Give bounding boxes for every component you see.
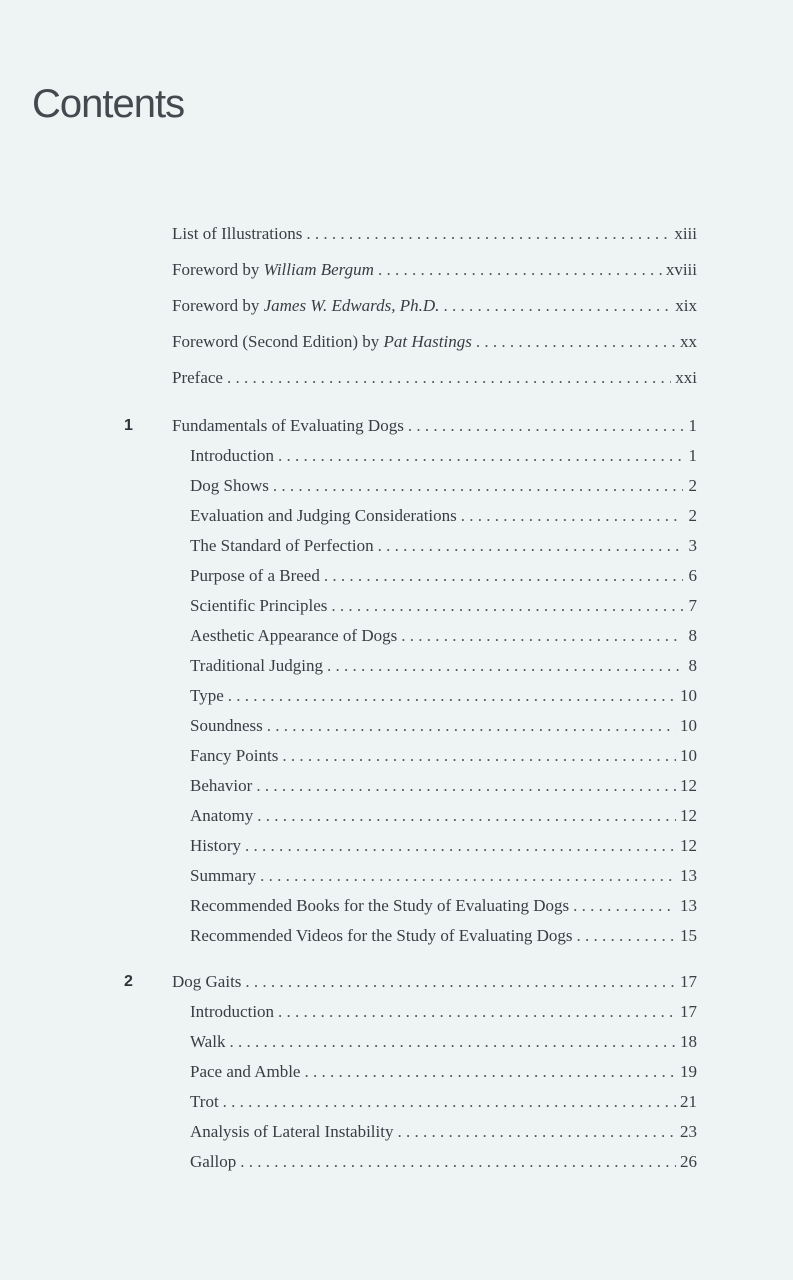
chapter-heading[interactable] bbox=[0, 967, 793, 997]
entry-title: Foreword by William Bergum bbox=[172, 260, 374, 279]
toc-entry-list-of-illustrations[interactable] bbox=[0, 219, 793, 255]
dot-leader bbox=[324, 561, 683, 591]
section-title: Type bbox=[190, 686, 224, 705]
section-entry[interactable] bbox=[0, 1057, 793, 1087]
dot-leader bbox=[256, 771, 676, 801]
page-number: xxi bbox=[675, 368, 697, 387]
section-entry[interactable] bbox=[0, 501, 793, 531]
dot-leader bbox=[273, 471, 683, 501]
page-number: 19 bbox=[680, 1062, 697, 1081]
page-number: 18 bbox=[680, 1032, 697, 1051]
page-number: 2 bbox=[688, 476, 697, 495]
dot-leader bbox=[223, 1087, 676, 1117]
dot-leader bbox=[282, 741, 676, 771]
page-number: xix bbox=[675, 296, 697, 315]
section-entry[interactable] bbox=[0, 681, 793, 711]
page-number: 10 bbox=[680, 746, 697, 765]
section-entry[interactable] bbox=[0, 921, 793, 951]
section-entry[interactable] bbox=[0, 741, 793, 771]
dot-leader bbox=[304, 1057, 676, 1087]
section-title: Walk bbox=[190, 1032, 226, 1051]
page-number: xviii bbox=[665, 260, 697, 279]
section-title: Dog Shows bbox=[190, 476, 269, 495]
section-entry[interactable] bbox=[0, 621, 793, 651]
dot-leader bbox=[228, 681, 676, 711]
chapter-heading[interactable] bbox=[0, 411, 793, 441]
page-number: 15 bbox=[680, 926, 697, 945]
section-entry[interactable] bbox=[0, 471, 793, 501]
section-entry[interactable] bbox=[0, 651, 793, 681]
section-title: Recommended Videos for the Study of Evaluating Dogs bbox=[190, 926, 573, 945]
dot-leader bbox=[397, 1117, 676, 1147]
page-number: 1 bbox=[688, 446, 697, 465]
dot-leader bbox=[278, 997, 676, 1027]
page-number: 7 bbox=[688, 596, 697, 615]
section-entry[interactable] bbox=[0, 831, 793, 861]
section-title: Evaluation and Judging Considerations bbox=[190, 506, 457, 525]
page-number: 12 bbox=[680, 836, 697, 855]
toc-entry-preface[interactable] bbox=[0, 363, 793, 399]
dot-leader bbox=[408, 411, 683, 441]
page-number: 12 bbox=[680, 806, 697, 825]
spacer bbox=[0, 399, 793, 411]
page-title: Contents bbox=[32, 82, 185, 126]
table-of-contents bbox=[0, 219, 793, 1177]
section-title: Anatomy bbox=[190, 806, 254, 825]
page-number: 2 bbox=[688, 506, 697, 525]
page-number: 10 bbox=[680, 686, 697, 705]
dot-leader bbox=[245, 831, 676, 861]
dot-leader bbox=[461, 501, 683, 531]
page-number: xiii bbox=[674, 224, 697, 243]
section-title: Behavior bbox=[190, 776, 253, 795]
toc-entry-foreword-bergum[interactable] bbox=[0, 255, 793, 291]
section-entry[interactable] bbox=[0, 771, 793, 801]
section-title: Pace and Amble bbox=[190, 1062, 301, 1081]
dot-leader bbox=[267, 711, 676, 741]
dot-leader bbox=[327, 651, 683, 681]
section-entry[interactable] bbox=[0, 801, 793, 831]
chapter-title: Fundamentals of Evaluating Dogs bbox=[172, 416, 404, 435]
page-number: 8 bbox=[688, 626, 697, 645]
section-title: Analysis of Lateral Instability bbox=[190, 1122, 394, 1141]
section-title: History bbox=[190, 836, 241, 855]
dot-leader bbox=[257, 801, 676, 831]
page-number: 26 bbox=[680, 1152, 697, 1171]
section-entry[interactable] bbox=[0, 711, 793, 741]
chapter-title: Dog Gaits bbox=[172, 972, 242, 991]
section-title: Aesthetic Appearance of Dogs bbox=[190, 626, 398, 645]
page-number: 1 bbox=[688, 416, 697, 435]
page-number: 23 bbox=[680, 1122, 697, 1141]
page-number: 17 bbox=[680, 1002, 697, 1021]
dot-leader bbox=[573, 891, 676, 921]
page-number: 10 bbox=[680, 716, 697, 735]
spacer bbox=[0, 951, 793, 967]
section-title: Gallop bbox=[190, 1152, 237, 1171]
section-title: Fancy Points bbox=[190, 746, 279, 765]
section-title: Soundness bbox=[190, 716, 263, 735]
section-title: Purpose of a Breed bbox=[190, 566, 320, 585]
dot-leader bbox=[476, 327, 676, 357]
dot-leader bbox=[229, 1027, 676, 1057]
toc-entry-foreword-hastings[interactable] bbox=[0, 327, 793, 363]
entry-title: Foreword by James W. Edwards, Ph.D. bbox=[172, 296, 440, 315]
section-title: Trot bbox=[190, 1092, 219, 1111]
section-entry[interactable] bbox=[0, 997, 793, 1027]
dot-leader bbox=[260, 861, 676, 891]
section-entry[interactable] bbox=[0, 561, 793, 591]
page-number: 3 bbox=[688, 536, 697, 555]
dot-leader bbox=[227, 363, 671, 393]
section-title: Traditional Judging bbox=[190, 656, 324, 675]
page-number: xx bbox=[680, 332, 697, 351]
dot-leader bbox=[331, 591, 683, 621]
section-entry[interactable] bbox=[0, 861, 793, 891]
page-number: 13 bbox=[680, 896, 697, 915]
dot-leader bbox=[306, 219, 670, 249]
toc-entry-foreword-edwards[interactable] bbox=[0, 291, 793, 327]
dot-leader bbox=[245, 967, 676, 997]
section-title: Summary bbox=[190, 866, 257, 885]
page-number: 13 bbox=[680, 866, 697, 885]
section-title: Introduction bbox=[190, 1002, 275, 1021]
section-title: Introduction bbox=[190, 446, 275, 465]
section-title: The Standard of Perfection bbox=[190, 536, 374, 555]
section-entry[interactable] bbox=[0, 591, 793, 621]
section-entry[interactable] bbox=[0, 1087, 793, 1117]
page-number: 8 bbox=[688, 656, 697, 675]
page-number: 6 bbox=[688, 566, 697, 585]
chapter-number: 1 bbox=[124, 417, 133, 434]
page-number: 21 bbox=[680, 1092, 697, 1111]
dot-leader bbox=[577, 921, 676, 951]
entry-title: Foreword (Second Edition) by Pat Hastings bbox=[172, 332, 472, 351]
section-entry[interactable] bbox=[0, 441, 793, 471]
dot-leader bbox=[378, 255, 662, 285]
section-entry[interactable] bbox=[0, 1147, 793, 1177]
section-entry[interactable] bbox=[0, 891, 793, 921]
dot-leader bbox=[443, 291, 671, 321]
page-number: 12 bbox=[680, 776, 697, 795]
section-title: Scientific Principles bbox=[190, 596, 328, 615]
section-entry[interactable] bbox=[0, 1117, 793, 1147]
dot-leader bbox=[240, 1147, 676, 1177]
dot-leader bbox=[401, 621, 683, 651]
dot-leader bbox=[278, 441, 683, 471]
section-entry[interactable] bbox=[0, 1027, 793, 1057]
section-entry[interactable] bbox=[0, 531, 793, 561]
entry-title: List of Illustrations bbox=[172, 224, 303, 243]
page-number: 17 bbox=[680, 972, 697, 991]
dot-leader bbox=[378, 531, 683, 561]
chapter-number: 2 bbox=[124, 973, 133, 990]
entry-title: Preface bbox=[172, 368, 223, 387]
section-title: Recommended Books for the Study of Evaluating Dogs bbox=[190, 896, 570, 915]
